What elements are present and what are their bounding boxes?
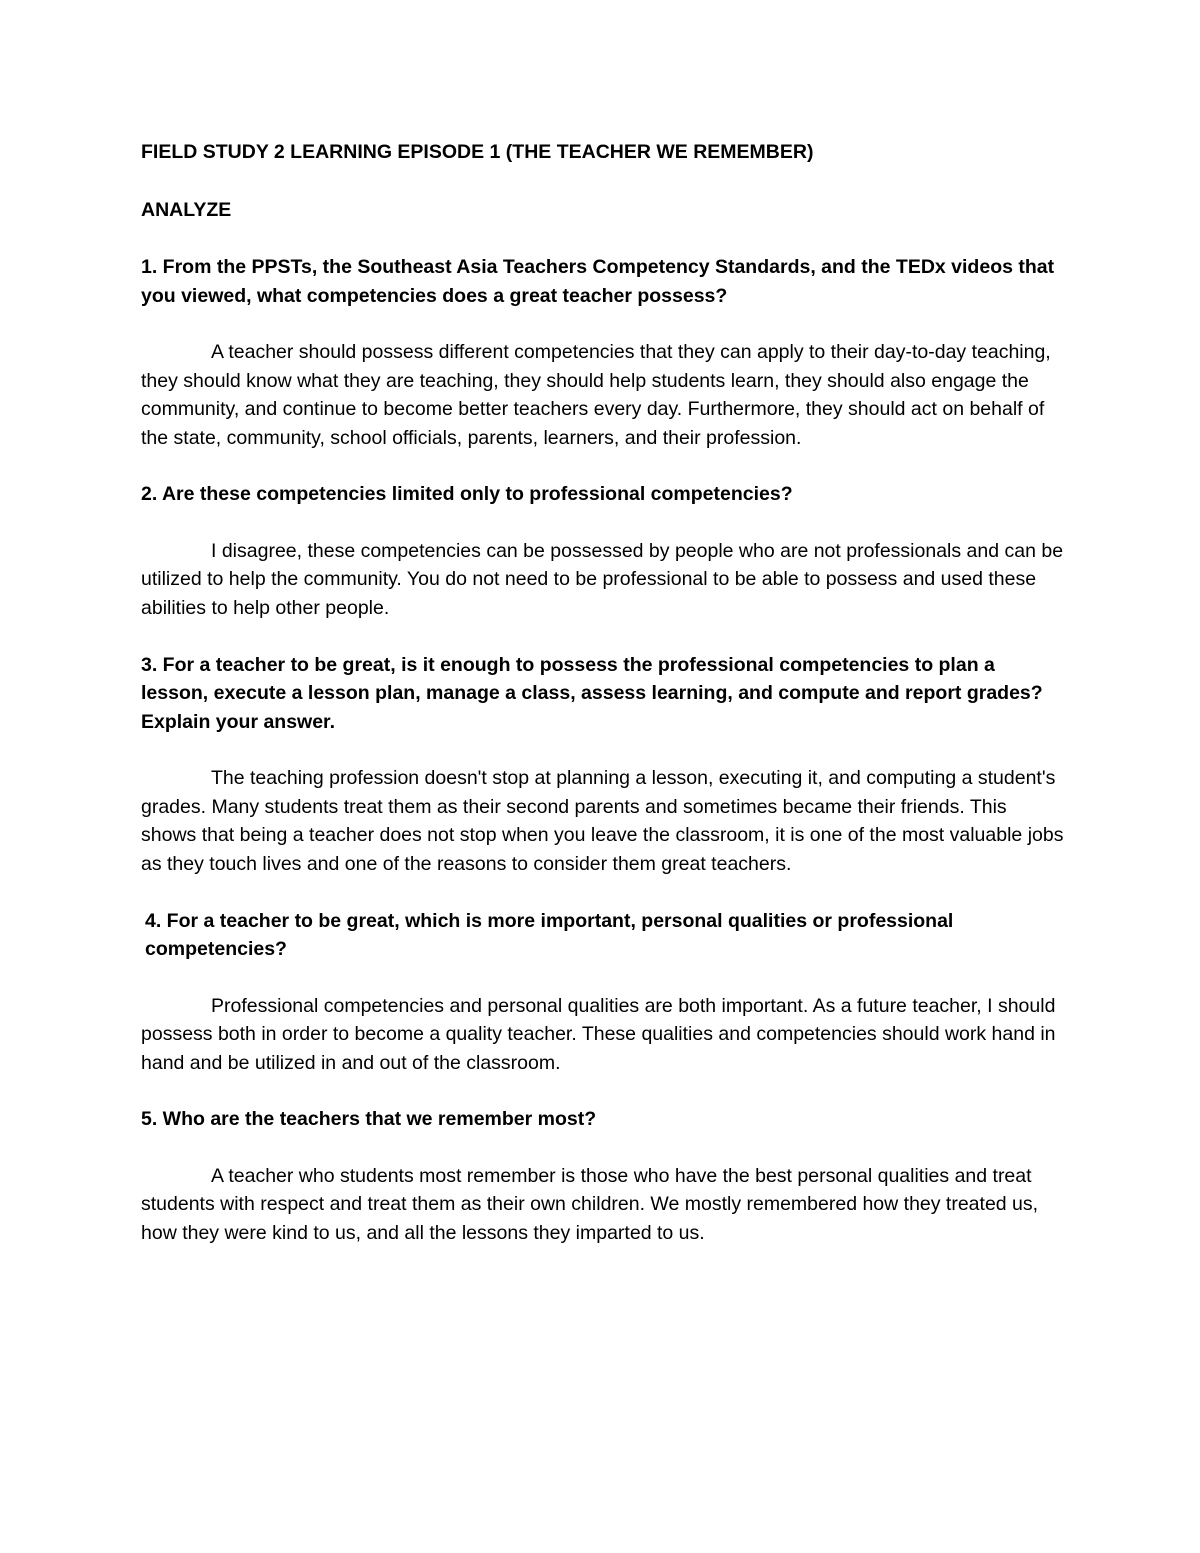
question-2: 2. Are these competencies limited only to professional competencies? — [141, 483, 793, 506]
answer-5: A teacher who students most remember is those who have the best personal qualities and treat students with respect and treat them as their own children. We mostly remembered how they treated us, how they were kind to us, and all the lessons they imparted to us. — [141, 1164, 1039, 1244]
section-heading-analyze: ANALYZE — [141, 199, 232, 221]
document-body — [141, 138, 1066, 1276]
question-4: 4. For a teacher to be great, which is more important, personal qualities or professional competencies? — [145, 909, 954, 961]
answer-4: Professional competencies and personal qualities are both important. As a future teacher, I should possess both in order to become a quality teacher. These qualities and competencies should work hand in hand and be utilized in and out of the classroom. — [141, 994, 1056, 1074]
document-title: FIELD STUDY 2 LEARNING EPISODE 1 (THE TEACHER WE REMEMBER) — [141, 141, 814, 163]
question-1: 1. From the PPSTs, the Southeast Asia Teachers Competency Standards, and the TEDx videos that you viewed, what competencies does a great teacher possess? — [141, 256, 1055, 307]
answer-3: The teaching profession doesn't stop at planning a lesson, executing it, and computing a student's grades. Many students treat them as their second parents and sometimes became their friends. This shows that being a teacher does not stop when you leave the classroom, it is one of the most valuable jobs as they touch lives and one of the reasons to consider them great teachers. — [141, 767, 1064, 875]
answer-2: I disagree, these competencies can be possessed by people who are not professionals and can be utilized to help the community. You do not need to be professional to be able to possess and used these abilities to help other people. — [141, 539, 1064, 620]
question-3: 3. For a teacher to be great, is it enough to possess the professional competencies to plan a lesson, execute a lesson plan, manage a class, assess learning, and compute and report grades? Explain your answer. — [141, 653, 1043, 733]
answer-1: A teacher should possess different competencies that they can apply to their day-to-day teaching, they should know what they are teaching, they should help students learn, they should also engage the community, and continue to become better teachers every day. Furthermore, they should act on behalf of the state, community, school officials, parents, learners, and their profession. — [141, 341, 1051, 449]
question-5: 5. Who are the teachers that we remember most? — [141, 1108, 597, 1131]
